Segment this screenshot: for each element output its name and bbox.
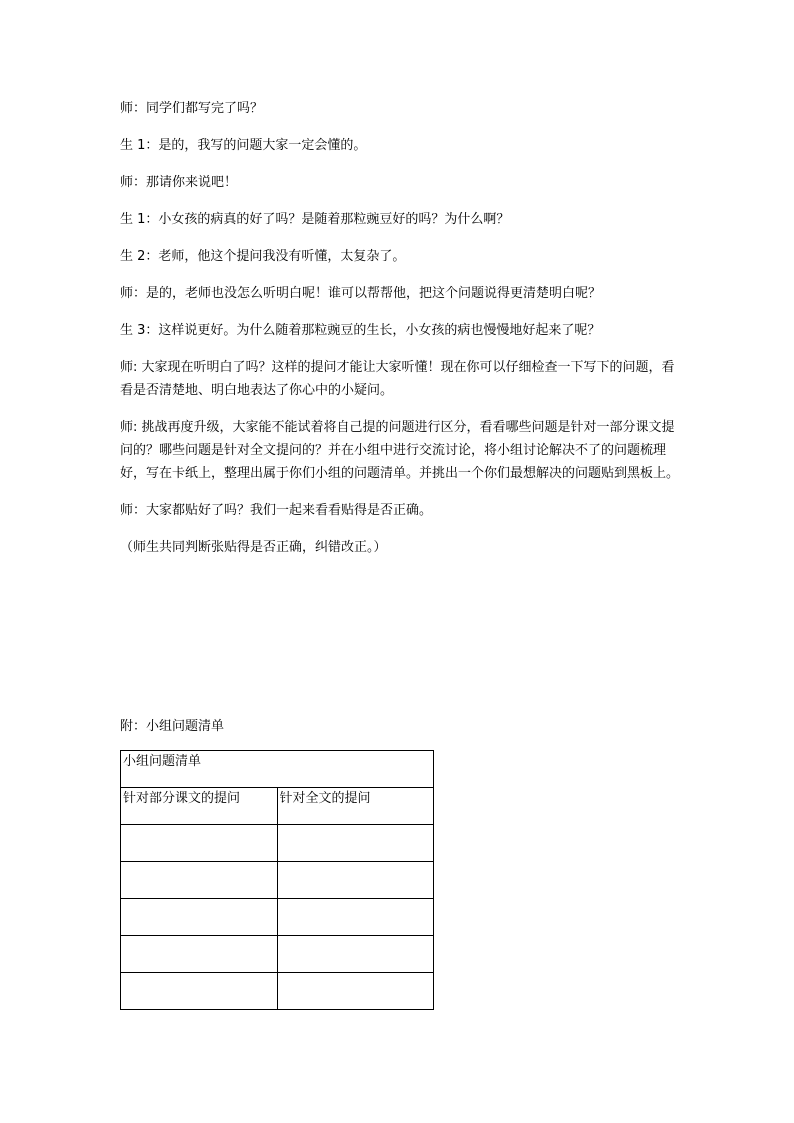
table-row [121,825,434,862]
table-header-cell: 小组问题清单 [121,751,434,788]
table-row [121,899,434,936]
dialogue-line: 师：是的，老师也没怎么听明白呢！谁可以帮帮他，把这个问题说得更清楚明白呢？ [120,286,602,301]
table-column-header-row [121,788,434,825]
dialogue-line: 生 3：这样说更好。为什么随着那粒豌豆的生长，小女孩的病也慢慢地好起来了呢？ [120,323,601,338]
table-row [121,973,434,1010]
table-cell [277,973,434,1010]
dialogue-section [120,97,680,573]
table-cell [121,899,278,936]
table-cell [277,936,434,973]
table-cell [121,825,278,862]
dialogue-line: 师: 大家现在听明白了吗？这样的提问才能让大家听懂！现在你可以仔细检查一下写下的问题，看看是否清楚地、明白地表达了你心中的小疑问。 [120,360,675,398]
appendix-title: 附：小组问题清单 [120,719,225,734]
dialogue-line: 生 2：老师，他这个提问我没有听懂，太复杂了。 [120,249,406,264]
dialogue-line: 生 1：小女孩的病真的好了吗？是随着那粒豌豆好的吗？为什么啊？ [120,212,510,227]
dialogue-line: 师：大家都贴好了吗？我们一起来看看贴得是否正确。 [120,503,433,518]
table-cell [277,825,434,862]
table-row [121,862,434,899]
dialogue-line: （师生共同判断张贴得是否正确，纠错改正。） [120,540,387,555]
dialogue-line: 师：同学们都写完了吗？ [120,101,264,116]
dialogue-line: 生 1：是的，我写的问题大家一定会懂的。 [120,138,367,153]
dialogue-line: 师：那请你来说吧！ [120,175,238,190]
table-cell [121,936,278,973]
table-row [121,936,434,973]
dialogue-line: 师: 挑战再度升级，大家能不能试着将自己提的问题进行区分，看看哪些问题是针对一部分课文提问的？哪些问题是针对全文提问的？并在小组中进行交流讨论，将小组讨论解决不了的问题梳理好，写在卡纸上，整理出属于你们小组的问题清单。并挑出一个你们最想解决的问题贴到黑板上。 [120,420,680,481]
table-cell [121,973,278,1010]
column-header-whole: 针对全文的提问 [277,788,434,825]
question-list-table [120,750,434,1010]
table-cell [121,862,278,899]
table-header-row [121,751,434,788]
column-header-partial: 针对部分课文的提问 [121,788,278,825]
table-cell [277,862,434,899]
table-cell [277,899,434,936]
